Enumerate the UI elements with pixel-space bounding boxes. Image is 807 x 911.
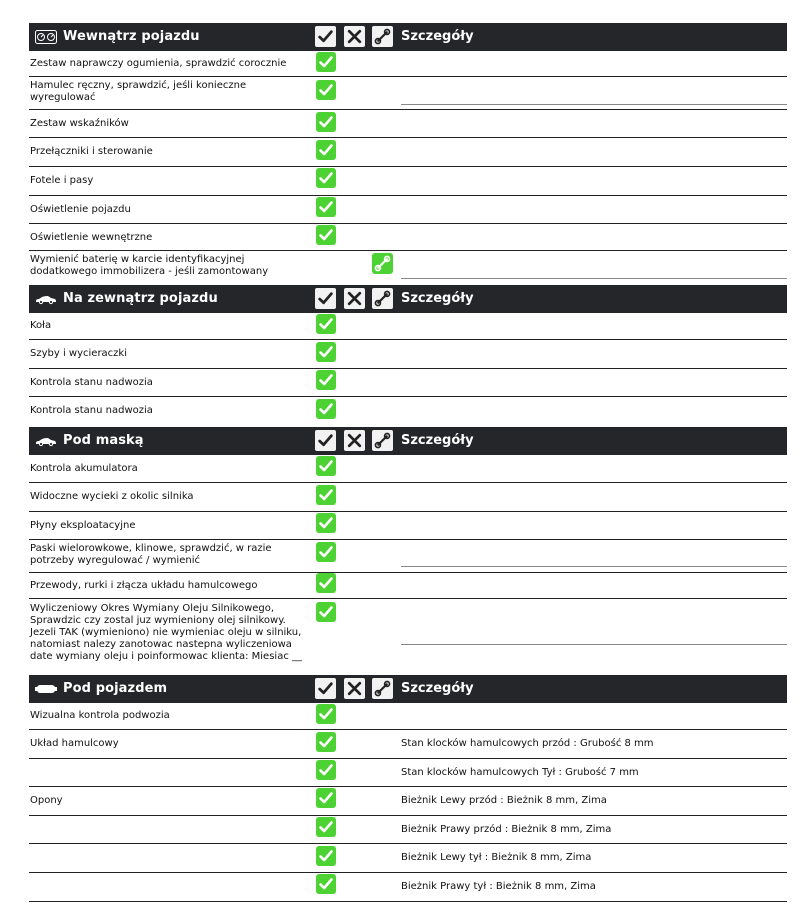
row-label: Zestaw wskaźników xyxy=(30,118,129,129)
check-icon xyxy=(315,288,336,309)
status-repair-icon[interactable] xyxy=(372,253,393,274)
table-row xyxy=(29,599,787,673)
details-field[interactable] xyxy=(401,104,787,105)
row-detail: Bieżnik Prawy tył : Bieżnik 8 mm, Zima xyxy=(401,881,596,892)
row-label: Wizualna kontrola podwozia xyxy=(30,710,170,721)
status-ok-icon[interactable] xyxy=(316,704,336,724)
wrench-icon xyxy=(372,430,393,451)
table-row xyxy=(29,224,787,251)
row-label: Paski wielorowkowe, klinowe, sprawdzić, w razie potrzeby wyregulować / wymienić xyxy=(30,543,272,566)
status-ok-icon[interactable] xyxy=(316,788,336,808)
table-row xyxy=(29,730,787,759)
row-label: Płyny eksploatacyjne xyxy=(30,520,136,531)
row-detail: Bieżnik Prawy przód : Bieżnik 8 mm, Zima xyxy=(401,824,612,835)
status-ok-icon[interactable] xyxy=(316,485,336,505)
table-row xyxy=(29,340,787,369)
row-label: Kontrola akumulatora xyxy=(30,463,138,474)
row-detail: Bieżnik Lewy przód : Bieżnik 8 mm, Zima xyxy=(401,795,607,806)
table-row xyxy=(29,873,787,902)
status-ok-icon[interactable] xyxy=(316,602,336,622)
status-ok-icon[interactable] xyxy=(316,760,336,780)
row-label: Przełączniki i sterowanie xyxy=(30,146,153,157)
status-ok-icon[interactable] xyxy=(316,874,336,894)
close-icon xyxy=(344,288,365,309)
car-side-icon xyxy=(35,292,57,306)
details-header: Szczegóły xyxy=(401,681,474,696)
row-label: Układ hamulcowy xyxy=(30,738,119,749)
details-field[interactable] xyxy=(401,278,787,279)
row-label: Hamulec ręczny, sprawdzić, jeśli konieczne wyregulować xyxy=(30,80,247,103)
row-label: Opony xyxy=(30,795,63,806)
wrench-icon xyxy=(372,26,393,47)
car-hood-icon xyxy=(35,434,57,448)
table-row xyxy=(29,369,787,397)
status-ok-icon[interactable] xyxy=(316,732,336,752)
row-label: Kontrola stanu nadwozia xyxy=(30,405,153,416)
table-row xyxy=(29,759,787,787)
row-label: Wyliczeniowy Okres Wymiany Oleju Silnikowego, Sprawdzic czy zostal juz wymieniony olej silnikowy. Jezeli TAK (wymieniono) nie wymieniac oleju w silniku, natomiast nalezy zanotowac nastepna wyliczeniowa date wymiany oleju i poinformowac klienta: Miesiac __ xyxy=(30,603,302,662)
check-icon xyxy=(315,678,336,699)
close-icon xyxy=(344,678,365,699)
status-ok-icon[interactable] xyxy=(316,456,336,476)
status-ok-icon[interactable] xyxy=(316,542,336,562)
car-underbody-icon xyxy=(35,682,57,696)
details-field[interactable] xyxy=(401,644,787,645)
row-detail: Stan klocków hamulcowych przód : Grubość 8 mm xyxy=(401,738,654,749)
section-title: Pod maską xyxy=(63,433,144,448)
table-row xyxy=(29,787,787,816)
status-ok-icon[interactable] xyxy=(316,140,336,160)
row-label: Przewody, rurki i złącza układu hamulcowego xyxy=(30,580,258,591)
table-row xyxy=(29,816,787,844)
table-row xyxy=(29,540,787,573)
table-row xyxy=(29,77,787,110)
status-ok-icon[interactable] xyxy=(316,370,336,390)
row-label: Szyby i wycieraczki xyxy=(30,348,127,359)
details-header: Szczegóły xyxy=(401,29,474,44)
status-ok-icon[interactable] xyxy=(316,225,336,245)
row-label: Widoczne wycieki z okolic silnika xyxy=(30,491,194,502)
table-row xyxy=(29,512,787,540)
row-detail: Bieżnik Lewy tył : Bieżnik 8 mm, Zima xyxy=(401,852,592,863)
status-ok-icon[interactable] xyxy=(316,314,336,334)
table-row xyxy=(29,251,787,285)
details-header: Szczegóły xyxy=(401,291,474,306)
status-ok-icon[interactable] xyxy=(316,817,336,837)
table-row xyxy=(29,51,787,77)
section-title: Wewnątrz pojazdu xyxy=(63,29,200,44)
status-ok-icon[interactable] xyxy=(316,399,336,419)
row-detail: Stan klocków hamulcowych Tył : Grubość 7 mm xyxy=(401,767,639,778)
section-header-outside xyxy=(29,285,787,313)
section-header-inside xyxy=(29,23,787,51)
status-ok-icon[interactable] xyxy=(316,52,336,72)
section-header-under xyxy=(29,675,787,703)
check-icon xyxy=(315,26,336,47)
table-row xyxy=(29,703,787,730)
table-row xyxy=(29,844,787,873)
status-ok-icon[interactable] xyxy=(316,513,336,533)
row-label: Fotele i pasy xyxy=(30,175,94,186)
row-label: Oświetlenie wewnętrzne xyxy=(30,232,153,243)
section-title: Na zewnątrz pojazdu xyxy=(63,291,218,306)
row-label: Oświetlenie pojazdu xyxy=(30,204,131,215)
wrench-icon xyxy=(372,288,393,309)
table-row xyxy=(29,138,787,167)
row-label: Koła xyxy=(30,320,52,331)
table-row xyxy=(29,196,787,224)
table-row xyxy=(29,483,787,512)
table-row xyxy=(29,455,787,483)
table-row xyxy=(29,167,787,196)
section-header-hood xyxy=(29,427,787,455)
status-ok-icon[interactable] xyxy=(316,168,336,188)
wrench-icon xyxy=(372,678,393,699)
row-label: Wymienić baterię w karcie identyfikacyjnej dodatkowego immobilizera - jeśli zamontowany xyxy=(30,254,269,277)
row-label: Kontrola stanu nadwozia xyxy=(30,377,153,388)
close-icon xyxy=(344,430,365,451)
status-ok-icon[interactable] xyxy=(316,197,336,217)
table-row xyxy=(29,397,787,427)
close-icon xyxy=(344,26,365,47)
details-header: Szczegóły xyxy=(401,433,474,448)
details-field[interactable] xyxy=(401,566,787,567)
status-ok-icon[interactable] xyxy=(316,80,336,100)
dashboard-icon xyxy=(35,30,57,44)
status-ok-icon[interactable] xyxy=(316,112,336,132)
section-title: Pod pojazdem xyxy=(63,681,168,696)
row-label: Zestaw naprawczy ogumienia, sprawdzić corocznie xyxy=(30,58,287,69)
table-row xyxy=(29,573,787,599)
table-row xyxy=(29,313,787,340)
status-ok-icon[interactable] xyxy=(316,342,336,362)
check-icon xyxy=(315,430,336,451)
status-ok-icon[interactable] xyxy=(316,573,336,593)
status-ok-icon[interactable] xyxy=(316,846,336,866)
table-row xyxy=(29,110,787,138)
